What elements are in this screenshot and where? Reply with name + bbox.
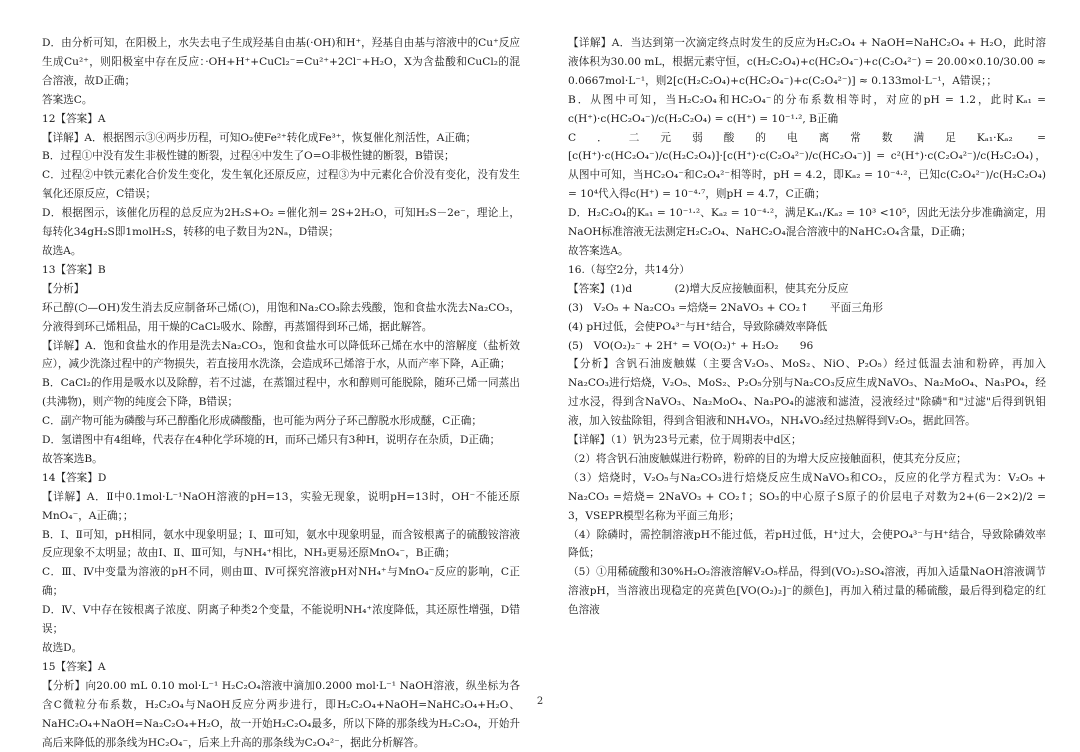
left-para-8: 故选A。 — [42, 244, 82, 257]
left-para-20: C．Ⅲ、Ⅳ中变量为溶液的pH不同，则由Ⅲ、Ⅳ可探究溶液pH对NH₄⁺与MnO₄⁻反应的影响，C正确； — [42, 566, 520, 598]
left-q13-answer: 13【答案】B — [42, 263, 106, 276]
right-para-9: (4) pH过低，会使PO₄³⁻与H⁺结合，导致除磷效率降低 — [568, 320, 828, 333]
right-para-13: （2）将含钒石油废触媒进行粉碎，粉碎的目的为增大反应接触面积，使其充分反应； — [568, 452, 967, 465]
left-para-16: 故答案选B。 — [42, 452, 103, 465]
left-para-11: 环己醇(⬡—OH)发生消去反应制备环己烯(⬡)，用饱和Na₂CO₃除去残酸，饱和食盐水洗去Na₂CO₃，分液得到环己烯粗品，用干燥的CaCl₂吸水、除醇，再蒸馏得到环己烯，据此解答。 — [42, 301, 520, 333]
right-para-7: 【答案】(1)d (2)增大反应接触面积，使其充分反应 — [568, 282, 849, 295]
left-para-6: C．过程②中铁元素化合价发生变化，发生氧化还原反应，过程③为中元素化合价没有变化，没有发生氧化还原反应，C错误； — [42, 169, 520, 201]
right-para-11: 【分析】含钒石油废触媒（主要含V₂O₅、MoS₂、NiO、P₂O₅）经过低温去油和粉碎，再加入Na₂CO₃进行焙烧，V₂O₅、MoS₂、P₂O₅分别与Na₂CO₃反应生成NaVO₃、Na₂MoO₄、Na₃PO₄，经过水浸，得到含NaVO₃、Na₂MoO₄、Na₃PO₄的滤液和滤渣，浸液经过"除磷"和"过滤"后得到钒钼液，加入铵盐除钼，得到含钼液和NH₄VO₃，NH₄VO₃经过热解得到V₂O₅，据此回答。 — [568, 358, 1046, 428]
left-column — [42, 34, 520, 752]
right-para-8: (3) V₂O₅ + Na₂CO₃ =焙烧= 2NaVO₃ + CO₂↑ 平面三角形 — [568, 301, 883, 314]
left-para-15: D．氢谱图中有4组峰，代表存在4种化学环境的H，而环己烯只有3种H，说明存在杂质，D正确； — [42, 434, 501, 447]
left-para-22: 故选D。 — [42, 642, 83, 654]
left-para-5: B．过程①中没有发生非极性键的断裂，过程④中发生了O=O非极性键的断裂，B错误； — [42, 150, 455, 163]
left-para-21: D．Ⅳ、Ⅴ中存在铵根离子浓度、阴离子种类2个变量，不能说明NH₄⁺浓度降低，其还原性增强，D错误； — [42, 604, 520, 636]
right-para-3: C．二元弱酸的电离常数满足Kₐ₁·Kₐ₂ = [c(H⁺)·c(HC₂O₄⁻)/c(H₂C₂O₄)]·[c(H⁺)·c(C₂O₄²⁻)/c(HC₂O₄⁻)] = c²(H⁺)·c(C₂O₄²⁻)/c(H₂C₂O₄)，从图中可知，当HC₂O₄⁻和C₂O₄²⁻相等时，pH = 4.2，即Kₐ₂ = 10⁻⁴·²，已知c(C₂O₄²⁻)/c(H₂C₂O₄) = 10⁴代入得c(H⁺) = 10⁻⁴·⁷，则pH = 4.7，C正确； — [568, 131, 1046, 201]
left-para-1: D．由分析可知，在阳极上，水失去电子生成羟基自由基(·OH)和H⁺，羟基自由基与溶液中的Cu⁺反应生成Cu²⁺，则阳极室中存在反应：·OH+H⁺+CuCl₂⁻=Cu²⁺+2Cl⁻+H₂O，X为含盐酸和CuCl₂的混合溶液，故D正确； — [42, 37, 520, 87]
left-q12-answer: 12【答案】A — [42, 112, 106, 125]
right-para-15: （4）除磷时，需控制溶液pH不能过低，若pH过低，H⁺过大，会使PO₄³⁻与H⁺结合，导致除磷效率降低； — [568, 528, 1046, 560]
left-para-13: B．CaCl₂的作用是吸水以及除醇，若不过滤，在蒸馏过程中，水和醇则可能脱除，随环己烯一同蒸出(共沸物)，则产物的纯度会下降，B错误； — [42, 377, 520, 409]
left-para-24: 【分析】向20.00 mL 0.10 mol·L⁻¹ H₂C₂O₄溶液中滴加0.2000 mol·L⁻¹ NaOH溶液，纵坐标为各含C微粒分布系数，H₂C₂O₄与NaOH反应分两步进行，即H₂C₂O₄+NaOH=NaHC₂O₄+H₂O、NaHC₂O₄+NaOH=Na₂C₂O₄+H₂O，故一开始H₂C₂O₄最多，所以下降的那条线为H₂C₂O₄，开始升高后来降低的那条线为HC₂O₄⁻，后来上升高的那条线为C₂O₄²⁻，据此分析解答。 — [42, 679, 520, 749]
right-para-16: （5）①用稀硫酸和30%H₂O₂溶液溶解V₂O₅样品，得到(VO₂)₂SO₄溶液，再加入适量NaOH溶液调节溶液pH，当溶液出现稳定的亮黄色[VO(O₂)₂]⁻的颜色]，再加入稍过量的稀硫酸，最后得到稳定的红色溶液 — [568, 566, 1046, 617]
right-para-5: 故答案选A。 — [568, 244, 629, 257]
right-para-10: (5) VO(O₂)₂⁻ + 2H⁺ = VO(O₂)⁺ + H₂O₂ 96 — [568, 339, 814, 352]
right-q16-header: 16.（每空2分，共14分） — [568, 263, 690, 276]
left-para-18: 【详解】A．Ⅱ中0.1mol·L⁻¹NaOH溶液的pH=13，实验无现象，说明pH=13时，OH⁻不能还原MnO₄⁻，A正确；； — [42, 490, 520, 522]
right-para-1: 【详解】A．当达到第一次滴定终点时发生的反应为H₂C₂O₄ + NaOH=NaHC₂O₄ + H₂O，此时溶液体积为30.00 mL，根据元素守恒，c(H₂C₂O₄)+c(HC₂O₄⁻)+c(C₂O₄²⁻) = 20.00×0.10/30.00 ≈ 0.0667mol·L⁻¹，则2[c(H₂C₂O₄)+c(HC₂O₄⁻)+c(C₂O₄²⁻)] ≈ 0.133mol·L⁻¹，A错误；； — [568, 37, 1046, 87]
left-para-4: 【详解】A．根据图示③④两步历程，可知O₂使Fe²⁺转化成Fe³⁺，恢复催化剂活性，A正确； — [42, 131, 477, 144]
right-para-2: B．从图中可知，当H₂C₂O₄和HC₂O₄⁻的分布系数相等时，对应的pH = 1.2，此时Kₐ₁ = c(H⁺)·c(HC₂O₄⁻)/c(H₂C₂O₄) = c(H⁺) = 10⁻¹·², B正确 — [568, 93, 1046, 125]
left-q15-answer: 15【答案】A — [42, 660, 106, 673]
page-number: 2 — [536, 696, 544, 707]
left-para-14: C．副产物可能为磷酸与环己醇酯化形成磷酸酯，也可能为两分子环己醇脱水形成醚，C正确； — [42, 415, 482, 428]
left-para-12: 【详解】A．饱和食盐水的作用是洗去Na₂CO₃，饱和食盐水可以降低环己烯在水中的溶解度（盐析效应），减少洗涤过程中的产物损失，若直接用水洗涤，会造成环己烯溶于水，从而产率下降，A正确； — [42, 339, 520, 371]
right-column — [568, 34, 1046, 620]
right-para-4: D．H₂C₂O₄的Kₐ₁ = 10⁻¹·²、Kₐ₂ = 10⁻⁴·²，满足Kₐ₁/Kₐ₂ = 10³ <10⁵，因此无法分步准确滴定，用NaOH标准溶液无法测定H₂C₂O₄、NaHC₂O₄混合溶液中的NaHC₂O₄含量，D正确； — [568, 207, 1046, 239]
left-para-19: B．Ⅰ、Ⅱ可知，pH相同，氨水中现象明显；Ⅰ、Ⅲ可知，氨水中现象明显，而含铵根离子的硫酸铵溶液反应现象不太明显；故由Ⅰ、Ⅱ、Ⅲ可知，与NH₄⁺相比，NH₃更易还原MnO₄⁻，B正确； — [42, 528, 520, 560]
right-para-12: 【详解】（1）钒为23号元素，位于周期表中d区； — [568, 434, 802, 447]
right-para-14: （3）焙烧时，V₂O₅与Na₂CO₃进行焙烧反应生成NaVO₃和CO₂，反应的化学方程式为：V₂O₅ + Na₂CO₃ =焙烧= 2NaVO₃ + CO₂↑；SO₃的中心原子S原子的价层电子对数为2+(6－2×2)/2 = 3，VSEPR模型名称为平面三角形； — [568, 471, 1046, 522]
left-para-7: D．根据图示，该催化历程的总反应为2H₂S+O₂ =催化剂= 2S+2H₂O，可知H₂S－2e⁻，理论上，每转化34gH₂S即1molH₂S，转移的电子数目为2Nₐ，D错误； — [42, 207, 520, 239]
left-para-2: 答案选C。 — [42, 93, 93, 106]
left-q14-answer: 14【答案】D — [42, 471, 107, 484]
left-para-10: 【分析】 — [42, 282, 85, 295]
